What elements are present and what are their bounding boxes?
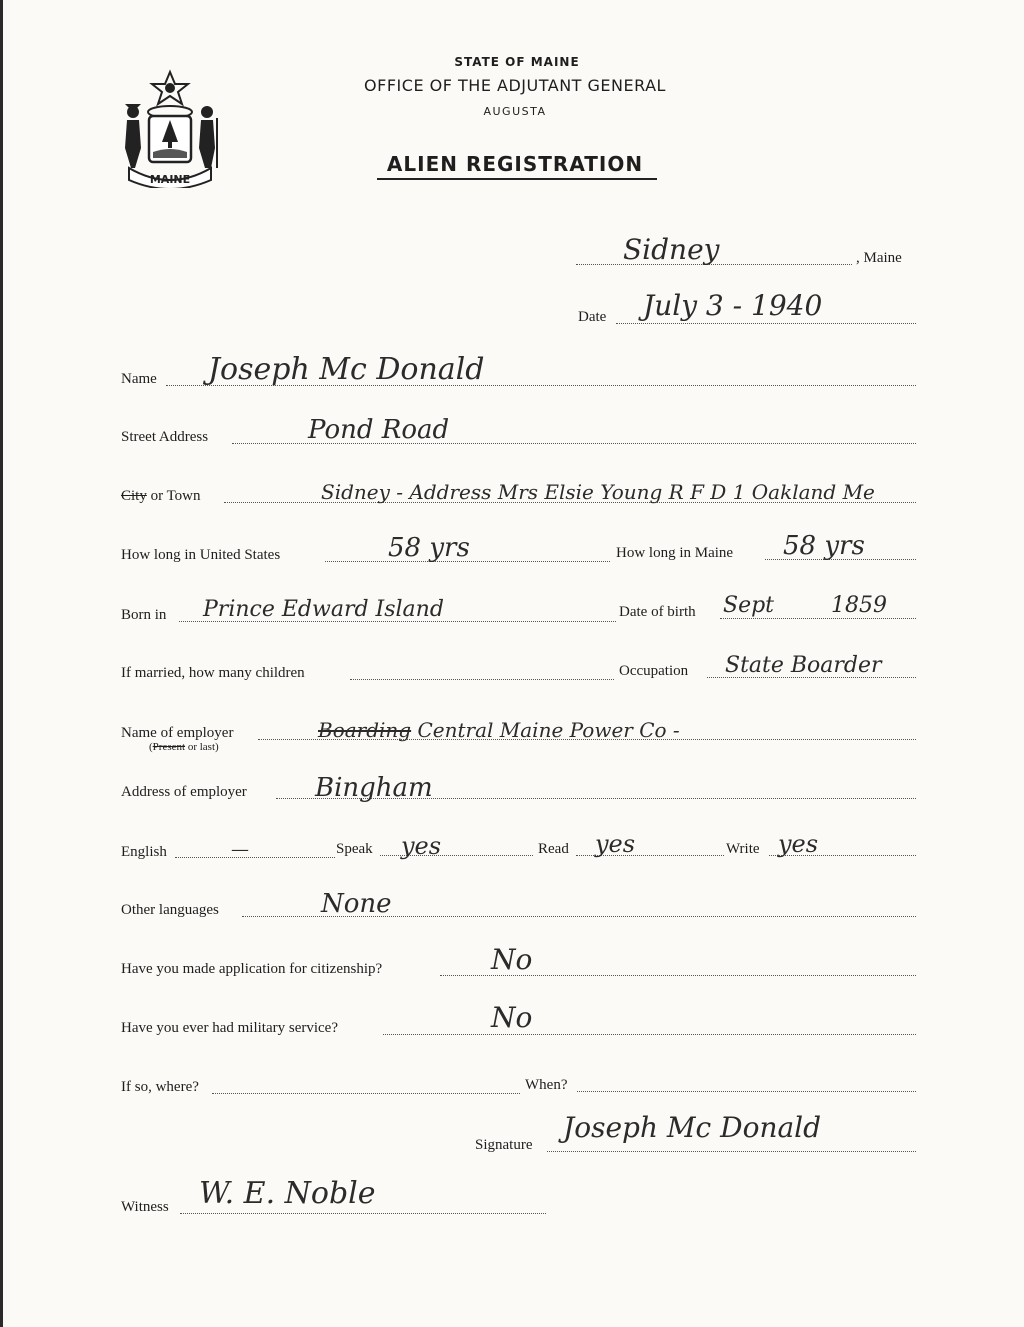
place-suffix: , Maine (856, 250, 902, 266)
english-label: English (121, 844, 167, 860)
children-label: If married, how many children (121, 665, 305, 681)
employer-address-value[interactable]: Bingham (315, 773, 433, 803)
speak-value[interactable]: yes (401, 832, 442, 860)
place-value[interactable]: Sidney (623, 233, 720, 266)
date-value[interactable]: July 3 - 1940 (643, 289, 823, 322)
children-line (350, 679, 614, 680)
name-label: Name (121, 371, 157, 387)
military-label: Have you ever had military service? (121, 1020, 338, 1036)
state-heading: STATE OF MAINE (454, 55, 580, 69)
dob-value[interactable]: Sept 1859 (723, 593, 887, 618)
signature-label: Signature (475, 1137, 533, 1153)
date-label: Date (578, 309, 607, 325)
years-maine-label: How long in Maine (616, 545, 734, 561)
name-value[interactable]: Joseph Mc Donald (208, 352, 485, 387)
military-line (383, 1034, 916, 1035)
office-heading: OFFICE OF THE ADJUTANT GENERAL (364, 76, 666, 95)
employer-label: Name of employer (121, 725, 234, 741)
read-value[interactable]: yes (595, 830, 636, 858)
speak-label: Speak (336, 841, 373, 857)
other-languages-label: Other languages (121, 902, 219, 918)
read-label: Read (538, 841, 569, 857)
city-struck: City (121, 488, 147, 504)
where-label: If so, where? (121, 1079, 199, 1095)
other-languages-value[interactable]: None (321, 889, 392, 919)
born-in-value[interactable]: Prince Edward Island (203, 597, 444, 622)
employer-struck-value: Boarding (318, 718, 412, 742)
years-maine-value[interactable]: 58 yrs (783, 531, 865, 561)
occupation-value[interactable]: State Boarder (725, 653, 882, 678)
citizenship-label: Have you made application for citizenship? (121, 961, 383, 977)
town-label-text: or Town (150, 488, 201, 504)
city-heading: AUGUSTA (483, 105, 547, 118)
citizenship-value[interactable]: No (491, 943, 533, 976)
employer-value-text: Central Maine Power Co - (417, 718, 680, 742)
write-value[interactable]: yes (778, 830, 819, 858)
street-label: Street Address (121, 429, 209, 445)
form-title: ALIEN REGISTRATION (386, 152, 644, 176)
witness-value[interactable]: W. E. Noble (199, 1176, 376, 1211)
write-label: Write (726, 841, 760, 857)
employer-value[interactable] (318, 716, 680, 744)
employer-sublabel-rest: or last) (185, 741, 219, 753)
born-in-label: Born in (121, 607, 167, 623)
years-us-value[interactable]: 58 yrs (388, 533, 470, 563)
when-label: When? (525, 1077, 568, 1093)
employer-sublabel-struck: Present (152, 741, 186, 753)
town-label (121, 487, 201, 505)
military-value[interactable]: No (491, 1001, 533, 1034)
signature-line (547, 1151, 916, 1152)
occupation-label: Occupation (619, 663, 689, 679)
date-line (616, 323, 916, 324)
witness-line (180, 1213, 546, 1214)
signature-value[interactable]: Joseph Mc Donald (563, 1111, 822, 1144)
street-value[interactable]: Pond Road (308, 415, 450, 445)
years-us-label: How long in United States (121, 547, 281, 563)
employer-address-label: Address of employer (121, 784, 247, 800)
dob-label: Date of birth (619, 604, 696, 620)
english-line (175, 857, 335, 858)
town-value[interactable]: Sidney - Address Mrs Elsie Young R F D 1 Oakland Me (321, 480, 875, 504)
english-value[interactable]: — (231, 839, 249, 860)
seal-banner-text: MAINE (149, 173, 191, 186)
employer-sublabel: (Present or last) (149, 741, 219, 753)
title-underline (377, 178, 657, 180)
where-line (212, 1093, 520, 1094)
witness-label: Witness (121, 1199, 169, 1215)
when-line (577, 1091, 916, 1092)
